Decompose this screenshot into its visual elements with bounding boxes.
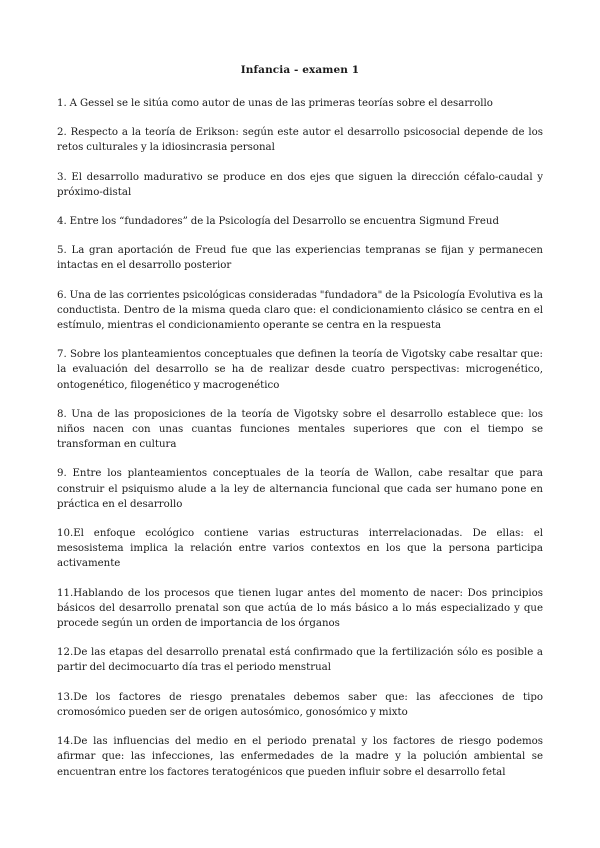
question-item-2: 2. Respecto a la teoría de Erikson: según este autor el desarrollo psicosocial depende de los retos culturales y la idiosincrasia personal <box>57 127 543 154</box>
question-item-1: 1. A Gessel se le sitúa como autor de unas de las primeras teorías sobre el desarrollo <box>57 98 493 109</box>
question-item-7: 7. Sobre los planteamientos conceptuales que definen la teoría de Vigotsky cabe resaltar que: la evaluación del desarrollo se ha de realizar desde cuatro perspectivas: microgenético, ontogenético, filogenético y macrogenético <box>57 349 543 391</box>
question-item-11: 11.Hablando de los procesos que tienen lugar antes del momento de nacer: Dos principios básicos del desarrollo prenatal son que actúa de lo más básico a lo más especializado y que procede según un orden de importancia de los órganos <box>57 587 543 630</box>
question-item-12: 12.De las etapas del desarrollo prenatal está confirmado que la fertilización sólo es posible a partir del decimocuarto día tras el periodo menstrual <box>57 647 543 674</box>
question-item-10: 10.El enfoque ecológico contiene varias estructuras interrelacionadas. De ellas: el mesosistema implica la relación entre varios contextos en los que la persona participa activamente <box>57 528 543 570</box>
question-item-8: 8. Una de las proposiciones de la teoría de Vigotsky sobre el desarrollo establece que: los niños nacen con unas cuantas funciones mentales superiores que con el tiempo se transforman en cultura <box>57 408 543 451</box>
document-title: Infancia - examen 1 <box>240 64 360 76</box>
question-item-5: 5. La gran aportación de Freud fue que las experiencias tempranas se fijan y permanecen intactas en el desarrollo posterior <box>57 245 543 272</box>
question-list <box>57 96 543 794</box>
question-item-9: 9. Entre los planteamientos conceptuales de la teoría de Wallon, cabe resaltar que para construir el psiquismo alude a la ley de alternancia funcional que cada ser humano pone en práctica en el desarrollo <box>57 468 543 510</box>
question-item-6: 6. Una de las corrientes psicológicas consideradas "fundadora" de la Psicología Evolutiva es la conductista. Dentro de la misma queda claro que: el condicionamiento clásico se centra en el estímulo, mientras el condicionamiento operante se centra en la respuesta <box>57 289 543 332</box>
question-item-14: 14.De las influencias del medio en el periodo prenatal y los factores de riesgo podemos afirmar que: las infecciones, las enfermedades de la madre y la polución ambiental se encuentran entre los factores teratogénicos que pueden influir sobre el desarrollo fetal <box>57 736 543 778</box>
question-item-13: 13.De los factores de riesgo prenatales debemos saber que: las afecciones de tipo cromosómico pueden ser de origen autosómico, gonosómico y mixto <box>57 691 543 718</box>
question-item-3: 3. El desarrollo madurativo se produce en dos ejes que siguen la dirección céfalo-caudal y próximo-distal <box>57 171 543 198</box>
question-item-4: 4. Entre los “fundadores” de la Psicología del Desarrollo se encuentra Sigmund Freud <box>57 216 499 228</box>
